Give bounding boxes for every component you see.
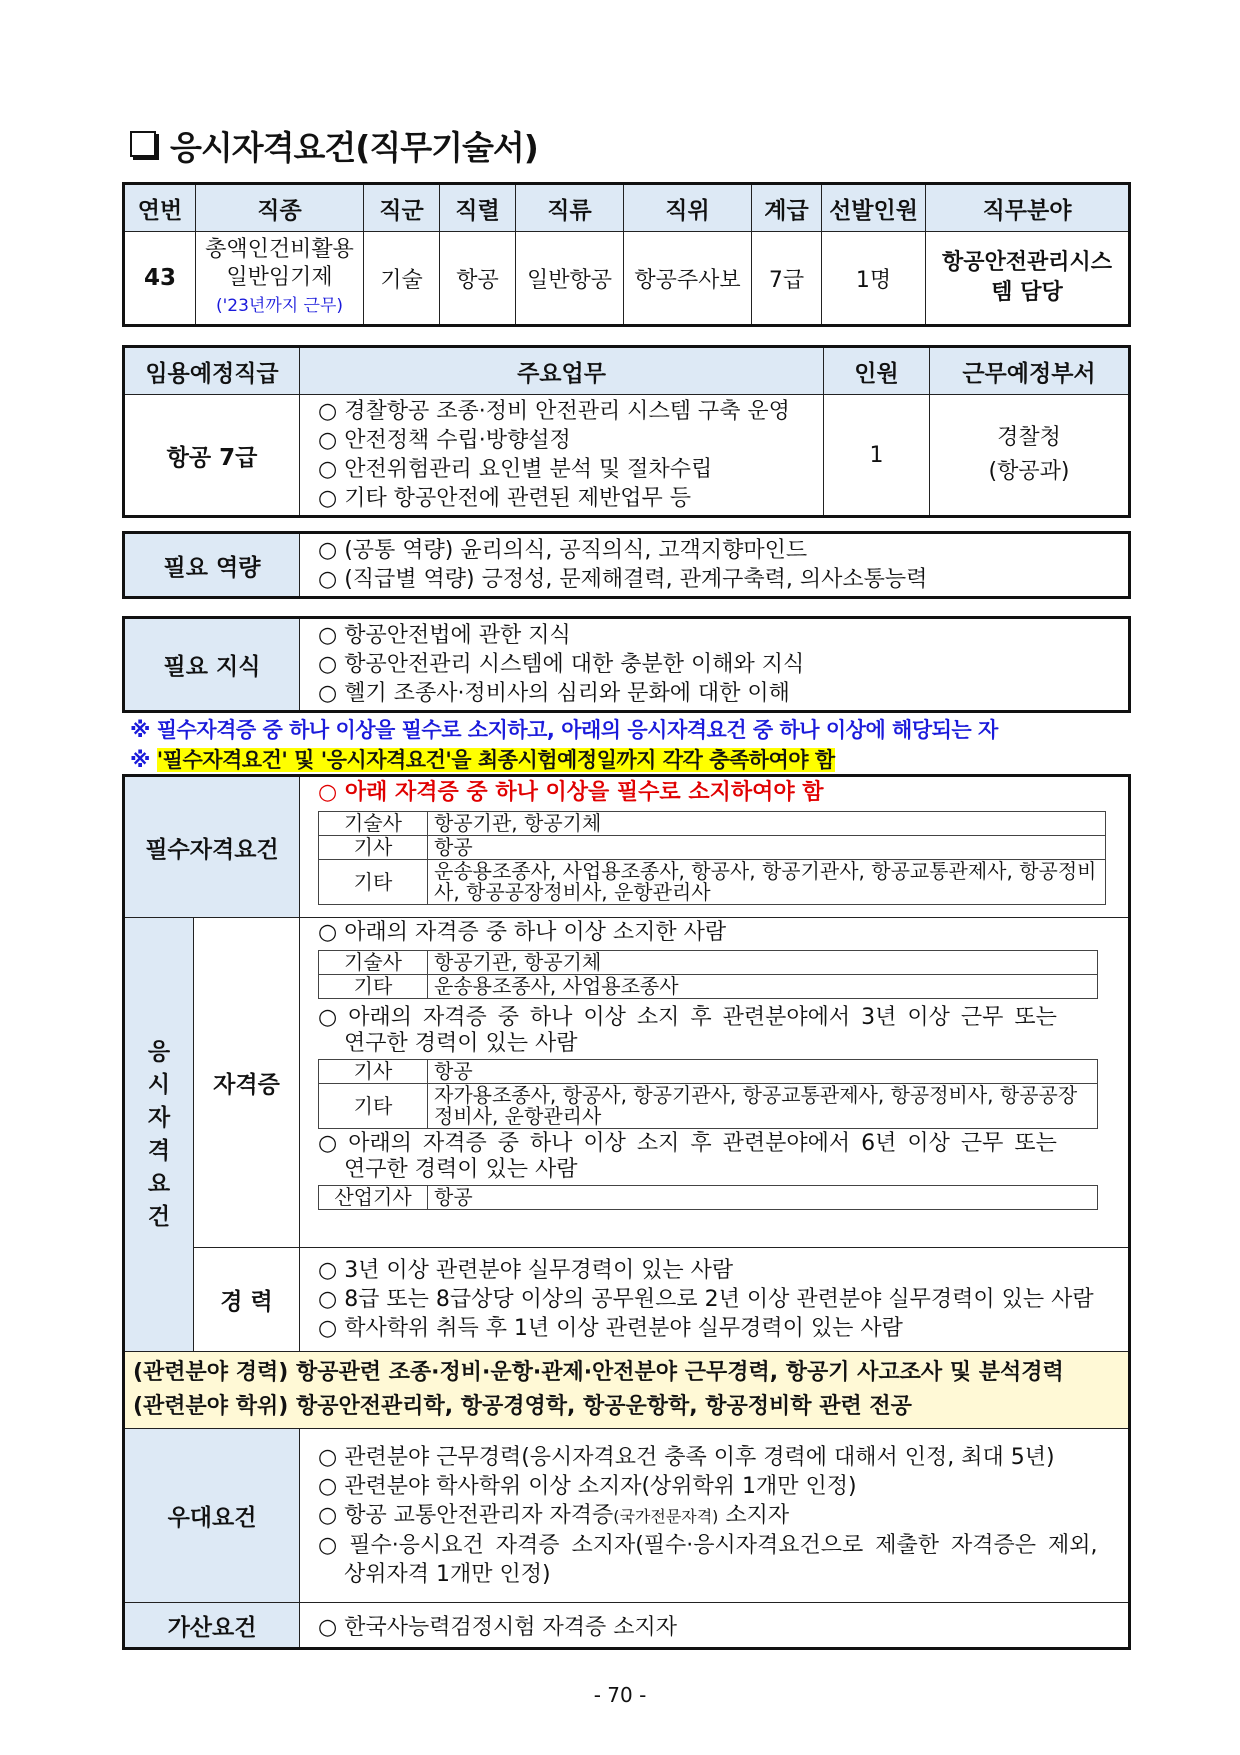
career-label: 경 력 — [194, 1248, 300, 1352]
list-item: ○ 경찰항공 조종·정비 안전관리 시스템 구축 운영 — [318, 399, 790, 424]
mandatory-cert-table: 기술사 항공기관, 항공기체 기사 항공 기타 운송용조종사, 사업용조종사, 항공사, 항공기관사, 항공교통관제사, 항공정비사, 항공공장정비사, 운항관리사 — [318, 811, 1106, 905]
knowledge-table — [122, 616, 1131, 713]
cell-type: 총액인건비활용 일반임기제 ('23년까지 근무) — [196, 232, 364, 326]
cell-appoint-grade: 항공 7급 — [124, 395, 300, 517]
page-number: - 70 - — [593, 1683, 647, 1707]
cell-no: 43 — [124, 232, 196, 326]
cell-series: 항공 — [440, 232, 516, 326]
header-position: 직위 — [624, 184, 752, 232]
cell-group: 기술 — [364, 232, 440, 326]
bonus-label: 가산요건 — [124, 1603, 300, 1649]
list-item: ○ 관련분야 근무경력(응시자격요건 충족 이후 경력에 대해서 인정, 최대 5년) — [318, 1444, 1055, 1470]
preferred-list: ○ 관련분야 근무경력(응시자격요건 충족 이후 경력에 대해서 인정, 최대 5년) ○ 관련분야 학사학위 이상 소지자(상위학위 1개만 인정) ○ 항공 교통안전관리자 자격증(국가전문자격) 소지자 ○ 필수·응시요건 자격증 소지자(필수·응시자격요건으로 제출한 자격증은 제외, 상위자격 1개만 인정) — [300, 1429, 1130, 1603]
list-item: ○ 8급 또는 8급상당 이상의 공무원으로 2년 이상 관련분야 실무경력이 있는 사람 — [318, 1287, 1094, 1312]
cell-class: 일반항공 — [516, 232, 624, 326]
header-duties: 주요업무 — [300, 347, 824, 395]
cell-position: 항공주사보 — [624, 232, 752, 326]
header-group: 직군 — [364, 184, 440, 232]
header-count: 선발인원 — [822, 184, 926, 232]
list-item: ○ 안전정책 수립·방향설정 — [318, 428, 571, 453]
header-dept: 근무예정부서 — [930, 347, 1130, 395]
list-item: ○ (직급별 역량) 긍정성, 문제해결력, 관계구축력, 의사소통능력 — [318, 567, 928, 592]
duty-list — [300, 395, 824, 517]
preferred-label: 우대요건 — [124, 1429, 300, 1603]
cell-dept: 경찰청 (항공과) — [930, 395, 1130, 517]
list-item: ○ 기타 항공안전에 관련된 제반업무 등 — [318, 486, 691, 511]
header-type: 직종 — [196, 184, 364, 232]
page-title: 응시자격요건(직무기술서) — [130, 122, 538, 169]
bonus-item: ○ 한국사능력검정시험 자격증 소지자 — [300, 1603, 1130, 1649]
header-field: 직무분야 — [926, 184, 1130, 232]
list-item: ○ 항공안전법에 관한 지식 — [318, 623, 571, 648]
cell-people: 1 — [824, 395, 930, 517]
field-degree: (관련분야 학위) 항공안전관리학, 항공경영학, 항공운항학, 항공정비학 관련 전공 — [133, 1394, 912, 1419]
list-item: ○ 안전위험관리 요인별 분석 및 절차수립 — [318, 457, 713, 482]
knowledge-label: 필요 지식 — [124, 618, 300, 712]
knowledge-list — [300, 618, 1130, 712]
cell-grade: 7급 — [752, 232, 822, 326]
related-field-cell — [124, 1352, 1130, 1429]
cert-table-3: 산업기사 항공 — [318, 1185, 1098, 1210]
career-list — [300, 1248, 1130, 1352]
field-career: (관련분야 경력) 항공관련 조종·정비·운항·관제·안전분야 근무경력, 항공기 사고조사 및 분석경력 — [133, 1360, 1064, 1385]
header-series: 직렬 — [440, 184, 516, 232]
list-item: ○ 항공 교통안전관리자 자격증(국가전문자격) 소지자 — [318, 1502, 790, 1528]
cert-table-1: 기술사 항공기관, 항공기체 기타 운송용조종사, 사업용조종사 — [318, 950, 1098, 999]
cell-count: 1명 — [822, 232, 926, 326]
note-1: ※ 필수자격증 중 하나 이상을 필수로 소지하고, 아래의 응시자격요건 중 하나 이상에 해당되는 자 — [130, 718, 998, 742]
mandatory-label: 필수자격요건 — [124, 776, 300, 918]
header-people: 인원 — [824, 347, 930, 395]
list-item: ○ 관련분야 학사학위 이상 소지자(상위학위 1개만 인정) — [318, 1473, 857, 1499]
cert-table-2: 기사 항공 기타 자가용조종사, 항공사, 항공기관사, 항공교통관제사, 항공정비사, 항공공장정비사, 운항관리사 — [318, 1059, 1098, 1129]
cell-field: 항공안전관리시스템 담당 — [926, 232, 1130, 326]
header-class: 직류 — [516, 184, 624, 232]
requirements-table — [122, 774, 1131, 1650]
duty-table — [122, 345, 1131, 518]
eligibility-label: 응 시 자 격 요 건 — [124, 918, 194, 1352]
note-2: ※ '필수자격요건' 및 '응시자격요건'을 최종시험예정일까지 각각 충족하여야 함 — [130, 748, 835, 772]
header-appoint-grade: 임용예정직급 — [124, 347, 300, 395]
header-grade: 계급 — [752, 184, 822, 232]
mandatory-intro: ○ 아래 자격증 중 하나 이상을 필수로 소지하여야 함 — [318, 780, 824, 805]
checkbox-square-icon — [130, 131, 156, 157]
position-table — [122, 182, 1131, 327]
competency-label: 필요 역량 — [124, 533, 300, 598]
list-item: ○ 학사학위 취득 후 1년 이상 관련분야 실무경력이 있는 사람 — [318, 1316, 903, 1341]
header-no: 연번 — [124, 184, 196, 232]
list-item: ○ 필수·응시요건 자격증 소지자(필수·응시자격요건으로 제출한 자격증은 제외, — [318, 1532, 1098, 1558]
cert-label: 자격증 — [194, 918, 300, 1248]
list-item: ○ 항공안전관리 시스템에 대한 충분한 이해와 지식 — [318, 652, 805, 677]
mandatory-cell — [300, 776, 1130, 918]
cert-cell: ○ 아래의 자격증 중 하나 이상 소지한 사람 기술사 항공기관, 항공기체 기타 운송용조종사, 사업용조종사 ○ 아래의 자격증 중 하나 이상 소지 후 관련분야에서 3년 이상 근무 또는 연구한 경력이 있는 사람 기사 항공 기타 자가용조종사, 항공사, 항공기관사, 항공교통관제사, 항공정비사, 항공공장정비사, 운항관리사 ○ 아래의 자격증 중 하나 이상 소지 후 관련분야에서 6년 이상 근무 또는 연구한 경력이 있는 사람 산업기사 항공 — [300, 918, 1130, 1248]
list-item: ○ 헬기 조종사·정비사의 심리와 문화에 대한 이해 — [318, 681, 790, 706]
competency-list — [300, 533, 1130, 598]
competency-table — [122, 531, 1131, 599]
list-item: ○ 3년 이상 관련분야 실무경력이 있는 사람 — [318, 1258, 734, 1283]
list-item: ○ (공통 역량) 윤리의식, 공직의식, 고객지향마인드 — [318, 538, 808, 563]
